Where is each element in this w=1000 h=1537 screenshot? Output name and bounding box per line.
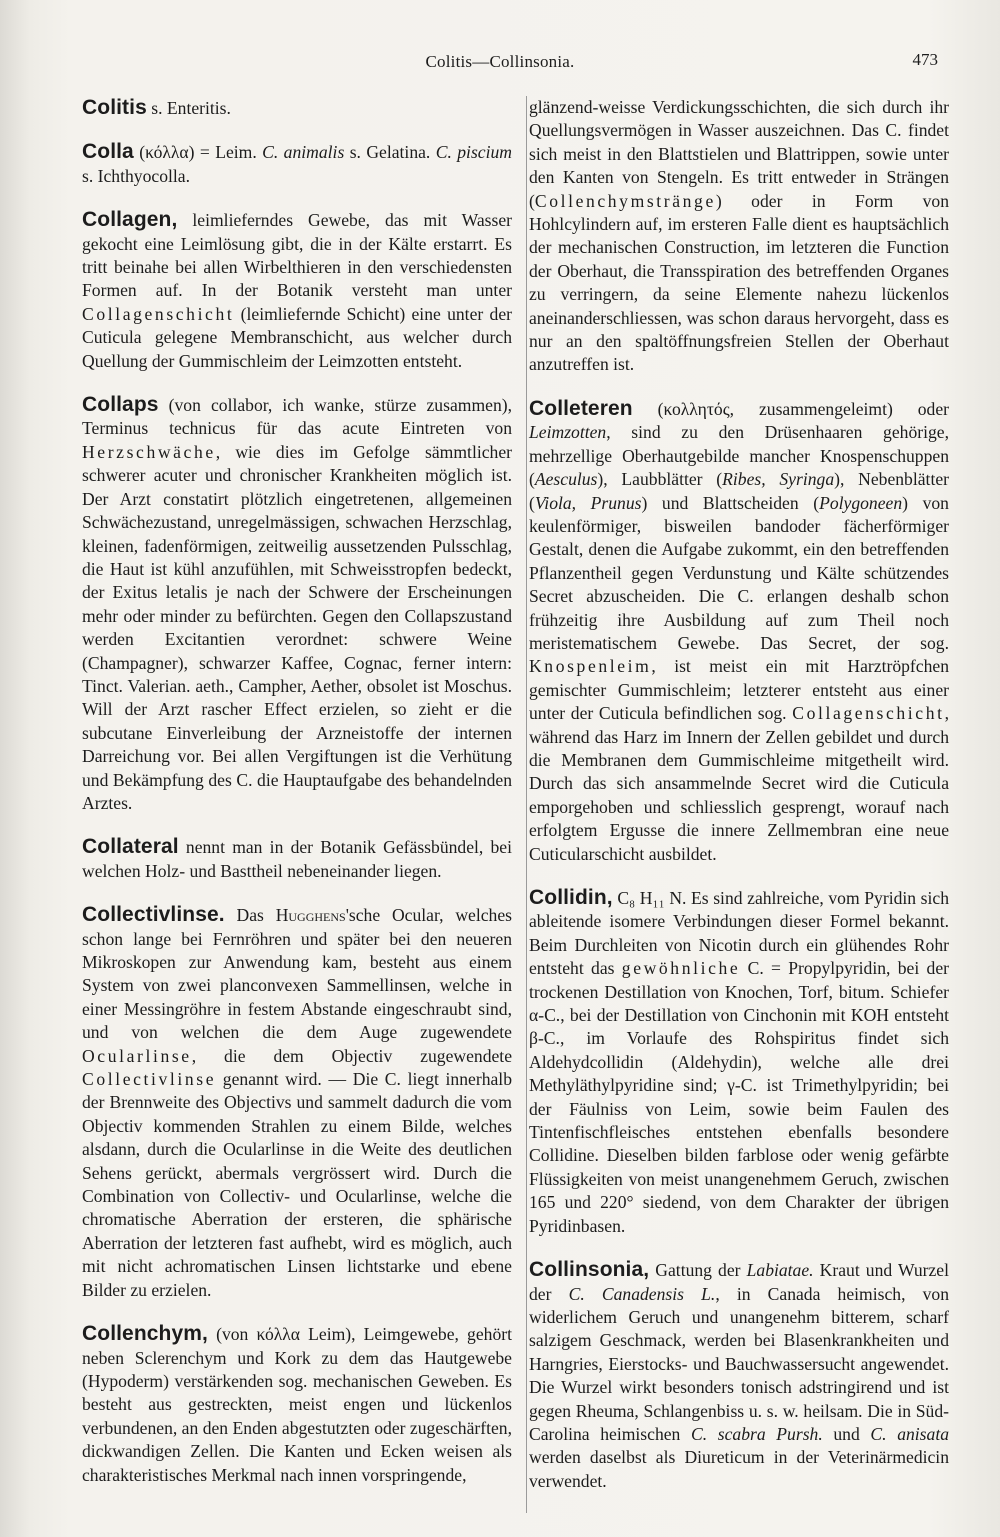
running-title: Colitis—Collinsonia. xyxy=(425,52,575,71)
headword: Colla xyxy=(82,140,134,164)
spaced-term: Collagenschicht xyxy=(82,303,235,324)
entry-text: , wie dies im Gefolge sämmtlicher schwerer acuter und chronischer Krankheiten möglich ist. Der Arzt constatirt plötzlich eingetretenen, allgemeinen Schwächezustand, unregelmässigen, schwachen Herzschlag, kleinen, fadenförmigen, zeitweilig aussetzenden Pulsschlag, die Haut ist kühl anzufühlen, mit Schweisstropfen bedeckt, der Exitus letalis je nach der Schwere der Erscheinungen mehr oder minder zu befürchten. Gegen den Collapszustand werden Excitantien verordnet: schwere Weine (Champagner), schwarzer Kaffee, Cognac, ferner intern: Tinct. Valerian. aeth., Campher, Aether, obsolet ist Moschus. Will der Arzt rascher Effect erzielen, so zieht er die subcutane Einverleibung der Arzneistoffe der internen Darreichung vor. Bei allen Vergiftungen ist die Verhütung und Bekämpfung des C. die Hauptaufgabe des behandelnden Arztes. xyxy=(82,441,512,813)
entry-text: , während das Harz im Innern der Zellen gebildet und durch die Membranen dem Gummischleime mitgetheilt wird. Durch das sich ansammelnde Secret wird die Cuticula emporgehoben und schliesslich gesprengt, worauf nach erfolgtem Ergusse die innere Zellmembran eine neue Cuticularschicht ausbildet. xyxy=(529,703,949,864)
italic-term: Aesculus xyxy=(534,469,598,490)
italic-term: C. anisata xyxy=(870,1423,950,1444)
italic-term: Leimzotten xyxy=(529,422,607,443)
entry-text: , die dem Objectiv zugewendete xyxy=(191,1045,512,1066)
italic-term: C. scabra Pursh. xyxy=(691,1423,823,1444)
entry-colitis xyxy=(82,96,512,120)
italic-term: C. Canadensis L. xyxy=(568,1283,716,1304)
entry-text: Kraut und Wurzel der xyxy=(529,1260,950,1304)
spaced-term: gewöhnliche xyxy=(621,958,741,979)
entry-collaps xyxy=(82,393,512,815)
headword: Collidin, xyxy=(529,886,613,909)
page-header xyxy=(0,48,1000,78)
italic-term: C. animalis xyxy=(262,142,345,163)
page-number: 473 xyxy=(912,50,938,69)
entry-collagen xyxy=(82,208,512,373)
small-caps-name: Hugghens xyxy=(275,905,346,926)
entry-text: (κολλητός, zusammengeleimt) oder xyxy=(632,398,949,419)
spaced-term: Collectivlinse xyxy=(82,1069,217,1090)
headword: Collectivlinse. xyxy=(82,903,225,927)
left-column xyxy=(82,96,512,1507)
entry-text: , sind zu den Drüsenhaaren gehörige, mehrzellige Oberhautgebilde mancher Knospenschuppen ( xyxy=(529,422,949,490)
entry-text: 'sche Ocular, welches schon lange bei Fernröhren und später bei den neueren Mikroskopen zur Anwendung kam, besteht aus einem System von zwei planconvexen Sammellinsen, welche in einer Messingröhre in festem Abstande eingeschraubt sind, und von welchen die dem Auge zugewendete xyxy=(82,905,512,1043)
right-column xyxy=(526,96,949,1513)
entry-text: glänzend-weisse Verdickungsschichten, die sich durch ihr Quellungsvermögen in Wasser auszeichnen. Das C. findet sich meist in den Blattstielen und Blattrippen, sowie unter den Kanten von Stengeln. Es tritt entweder in Strängen ( xyxy=(529,97,949,211)
entry-text: nennt man in der Botanik Gefässbündel, bei welchen Holz- und Basttheil nebeneinander liegen. xyxy=(82,837,512,881)
italic-term: Ribes, Syringa xyxy=(722,469,835,490)
entry-collinsonia xyxy=(527,1258,949,1493)
entry-text: werden daselbst als Diureticum in der Veterinärmedicin verwendet. xyxy=(529,1447,949,1491)
entry-text: leimlieferndes Gewebe, das mit Wasser gekocht eine Leimlösung gibt, die in der Kälte erstarrt. Es tritt beinahe bei allen Wirbelthieren in den verschiedensten Formen auf. In der Botanik versteht man unter xyxy=(82,210,512,301)
italic-term: Viola, Prunus xyxy=(534,492,642,513)
spaced-term: Herzschwäche xyxy=(82,441,216,462)
entry-text: C. = Propylpyridin, bei der trockenen Destillation von Knochen, Torf, bitum. Schiefer α-C., bei der Destillation von Cinchonin mit KOH entsteht β-C., im Vorlaufe des Rohspiritus findet sich Aldehydcollidin (Aldehydin), welche alle drei Methyläthylpyridine sind; γ-C. ist Trimethylpyridin; bei der Fäulniss von Leim, sowie beim Faulen des Tintenfischfleisches entstehen ebenfalls besondere Collidine. Dieselben bilden farblose oder wenig gefärbte Flüssigkeiten von meist unangenehmem Geruch, zwischen 165 und 220° siedend, von dem Charakter der übrigen Pyridinbasen. xyxy=(529,958,949,1236)
entry-text: s. Gelatina. xyxy=(344,142,436,163)
entry-text: Das xyxy=(224,905,276,926)
spaced-term: Knospenleim xyxy=(529,656,652,677)
entry-colla xyxy=(82,140,512,188)
entry-collectivlinse xyxy=(82,903,512,1302)
headword: Collateral xyxy=(82,835,179,859)
headword: Collinsonia, xyxy=(529,1258,650,1282)
entry-text: ) und Blattscheiden ( xyxy=(641,492,820,513)
entry-collateral xyxy=(82,835,512,883)
entry-text: ) oder in Form von Hohlcylindern auf, im ersteren Falle dient es hauptsächlich der mechanischen Construction, im letzteren die Function der Oberhaut, die Transspiration des betreffenden Organes zu verringern, da seine Elemente nahezu lückenlos aneinanderschliessen, was schon daraus hervorgeht, dass es nur an den spaltöffnungsfreien Stellen der Oberhaut anzutreffen ist. xyxy=(529,190,949,375)
entry-collidin xyxy=(527,886,949,1238)
spaced-term: Ocularlinse xyxy=(82,1045,192,1066)
spaced-term: Collagenschicht xyxy=(792,703,945,724)
entry-collenchym xyxy=(82,1322,512,1487)
entry-text: ) von keulenförmiger, bisweilen bandoder fächerförmiger Gestalt, denen die Aufgabe zukommt, ein den betreffenden Pflanzentheil gegen Verdunstung und Kälte schützendes Secret abzuscheiden. Die C. erlangen deshalb schon frühzeitig ihre Ausbildung auf zum Theil noch meristematischem Gewebe. Das Secret, der sog. xyxy=(529,492,949,653)
entry-text: ), Laubblätter ( xyxy=(597,469,723,490)
entry-text: s. Enteritis. xyxy=(146,98,231,118)
italic-term: Polygoneen xyxy=(819,492,903,513)
headword: Collagen, xyxy=(82,208,178,232)
entry-text: (von collabor, ich wanke, stürze zusammen), Terminus technicus für das acute Eintreten von xyxy=(82,395,512,439)
entry-text: ), Nebenblätter ( xyxy=(529,469,949,513)
entry-colleteren xyxy=(527,397,949,866)
italic-term: C. piscium xyxy=(435,142,512,163)
italic-term: Labiatae. xyxy=(746,1260,814,1281)
entry-text: C₈ H₁₁ N. Es sind zahlreiche, vom Pyridin sich ableitende isomere Verbindungen dieser Formel bekannt. Beim Durchleiten von Nicotin durch ein glühendes Rohr entsteht das xyxy=(529,888,949,979)
entry-text: , ist meist ein mit Harztröpfchen gemischter Gummischleim; letzterer entsteht aus einer unter der Cuticula befindlichen sog. xyxy=(529,656,949,724)
entry-text: Gattung der xyxy=(649,1260,747,1281)
spaced-term: Collenchymstränge xyxy=(534,190,716,211)
entry-text: s. Ichthyocolla. xyxy=(82,165,190,186)
entry-text: (κόλλα) = Leim. xyxy=(133,142,263,163)
headword: Colitis xyxy=(82,96,147,119)
entry-text: (leimliefernde Schicht) eine unter der Cuticula gelegene Membranschicht, aus welcher durch Quellung der Gummischleim der Leimzotten entsteht. xyxy=(82,303,512,371)
entry-text: , in Canada heimisch, von widerlichem Geruch und unangenehm bitterem, scharf salzigem Geschmack, werden bei Blasenkrankheiten und Harngries, Eierstocks- und Bauchwassersucht angewendet. Die Wurzel wirkt besonders tonisch adstringirend und ist gegen Rheuma, Schlangenbiss u. s. w. heilsam. Die in Süd-Carolina heimischen xyxy=(529,1283,949,1444)
entry-text: genannt wird. — Die C. liegt innerhalb der Brennweite des Objectivs und sammelt dadurch die vom Objectiv kommenden Strahlen zu einem Bilde, welches alsdann, durch die Ocularlinse in die Weite des deutlichen Sehens gerückt, abermals vergrössert wird. Durch die Combination von Collectiv- und Ocularlinse, welche die chromatische Aberration der ersteren, die sphärische Aberration der letzteren fast aufhebt, wird es möglich, auch mit nicht achromatischen Linsen lichtstarke und ebene Bilder zu erzielen. xyxy=(82,1069,512,1300)
headword: Collaps xyxy=(82,393,159,417)
headword: Colleteren xyxy=(529,396,633,420)
entry-text: (von κόλλα Leim), Leimgewebe, gehört neben Sclerenchym und Kork zu dem das Hautgewebe (Hypoderm) verstärkenden sog. mechanischen Geweben. Es besteht aus gestreckten, meist engen und lückenlos verbundenen, an den Enden abgestutzten oder zugeschärften, dickwandigen Zellen. Die Kanten und Ecken weisen als charakteristisches Merkmal nach innen vorspringende, xyxy=(82,1324,512,1485)
entry-collenchym-continued xyxy=(527,96,949,377)
entry-text: und xyxy=(822,1423,871,1444)
headword: Collenchym, xyxy=(82,1322,208,1346)
